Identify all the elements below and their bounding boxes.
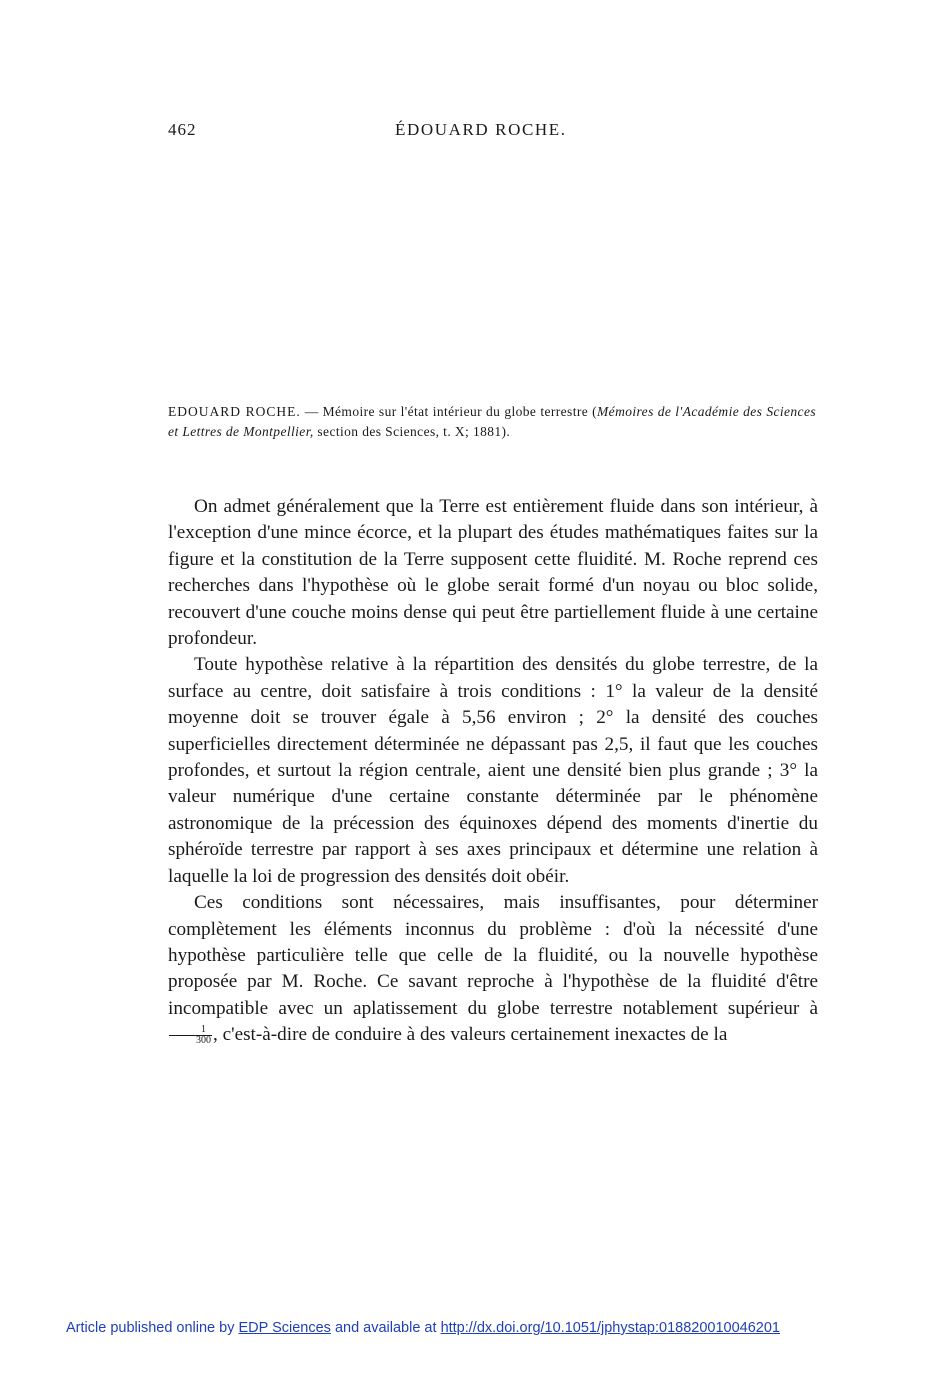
fraction-one-over-300 xyxy=(169,1025,212,1046)
citation-details: section des Sciences, t. X; 1881). xyxy=(313,424,511,439)
citation-block xyxy=(168,402,816,442)
fraction-denominator: 300 xyxy=(196,1035,211,1047)
citation-dash: — xyxy=(300,404,323,419)
fraction-numerator: 1 xyxy=(169,1025,212,1036)
running-head xyxy=(168,120,818,144)
citation-author: EDOUARD ROCHE. xyxy=(168,404,301,419)
edp-sciences-link[interactable]: EDP Sciences xyxy=(238,1320,331,1336)
paragraph-2: Toute hypothèse relative à la répartition des densités du globe terrestre, de la surface au centre, doit satisfaire à trois conditions : 1° la valeur de la densité moyenne doit se trouver égale à 5,56 environ ; 2° la densité des couches superficielles directement déterminée ne dépassant pas 2,5, il faut que les couches profondes, et surtout la région centrale, aient une densité bien plus grande ; 3° la valeur numérique d'une certaine constante déterminée par le phénomène astronomique de la précession des équinoxes dépend des moments d'inertie du sphéroïde terrestre par rapport à ses axes principaux et détermine une relation à laquelle la loi de progression des densités doit obéir. xyxy=(168,654,818,887)
publication-footer xyxy=(66,1320,886,1336)
doi-link[interactable]: http://dx.doi.org/10.1051/jphystap:018820010046201 xyxy=(440,1320,780,1336)
page-number: 462 xyxy=(168,120,197,139)
paragraph-3 xyxy=(168,890,818,1048)
paragraph-1: On admet généralement que la Terre est entièrement fluide dans son intérieur, à l'exception d'une mince écorce, et la plupart des études mathématiques faites sur la figure et la constitution de la Terre supposent cette fluidité. M. Roche reprend ces recherches dans l'hypothèse où le globe serait formé d'un noyau ou bloc solide, recouvert d'une couche moins dense qui peut être partiellement fluide à une certaine profondeur. xyxy=(168,496,818,650)
paragraph-3-text-b: , c'est-à-dire de conduire à des valeurs certainement inexactes de la xyxy=(213,1024,728,1046)
paragraph-3-text-a: Ces conditions sont nécessaires, mais insuffisantes, pour déterminer complètement les éléments inconnus du problème : d'où la nécessité d'une hypothèse particulière telle que celle de la fluidité, ou la nouvelle hypothèse proposée par M. Roche. Ce savant reproche à l'hypothèse de la fluidité d'être incompatible avec un aplatissement du globe terrestre notablement supérieur à xyxy=(168,892,818,1019)
footer-middle: and available at xyxy=(330,1320,441,1336)
footer-prefix: Article published online by xyxy=(66,1320,239,1336)
body-text xyxy=(168,494,818,1049)
citation-title: Mémoire sur l'état intérieur du globe terrestre ( xyxy=(322,404,598,419)
running-title: ÉDOUARD ROCHE. xyxy=(395,120,567,139)
citation-journal: Mémoires de l'Académie des Sciences et Lettres de Montpellier, xyxy=(168,404,816,439)
